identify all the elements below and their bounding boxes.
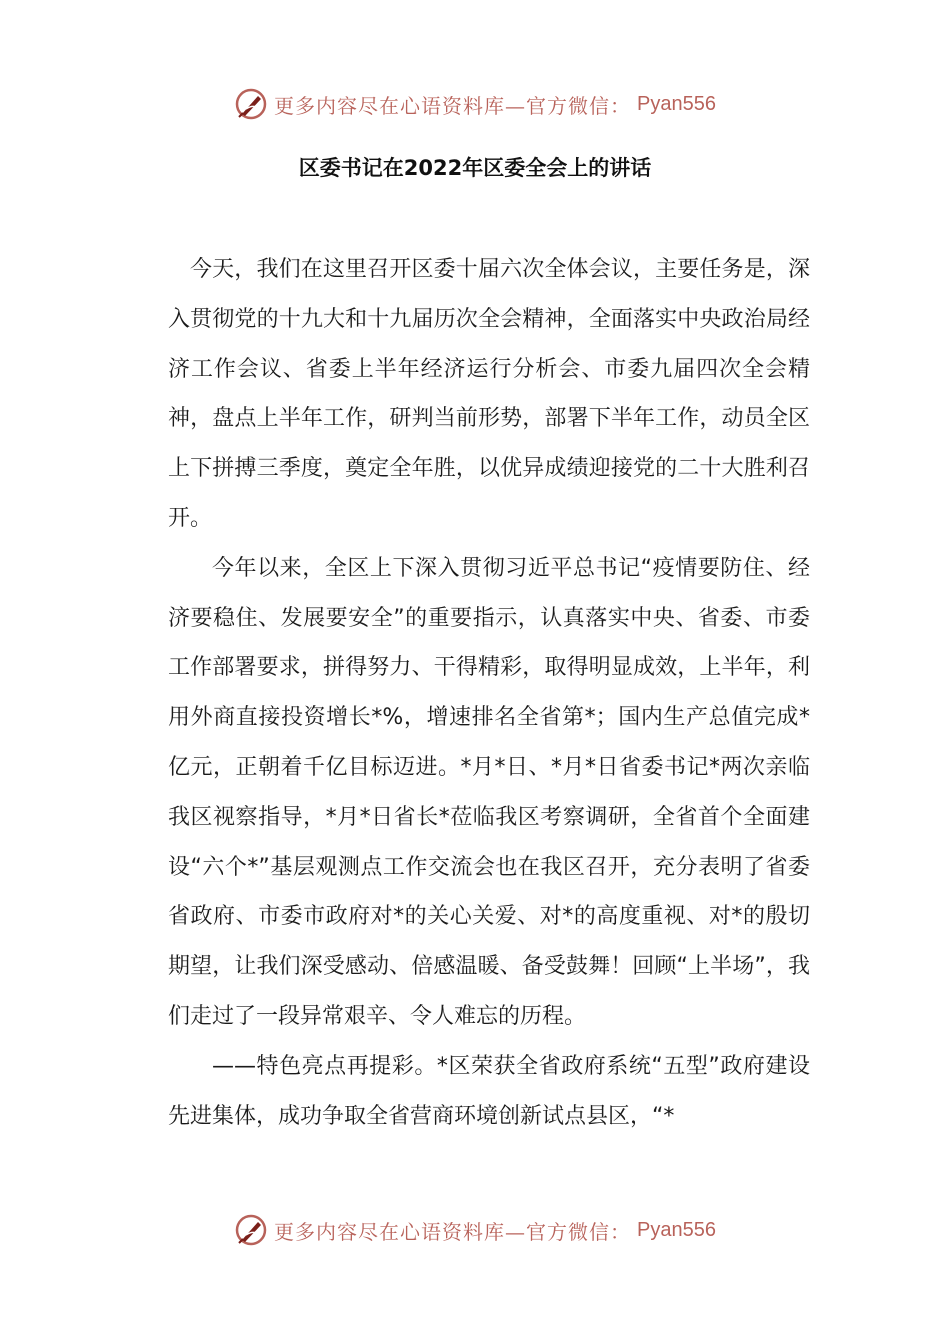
watermark-wechat-id: Pyan556 [637,1218,716,1241]
document-body [168,245,810,1141]
watermark-text: 更多内容尽在心语资料库—官方微信： [274,93,632,118]
watermark-banner-bottom [0,1210,950,1250]
paragraph-2: 今年以来，全区上下深入贯彻习近平总书记“疫情要防住、经济要稳住、发展要安全”的重要指示，认真落实中央、省委、市委工作部署要求，拼得努力、干得精彩，取得明显成效，上半年，利用外商直接投资增长*%，增速排名全省第*；国内生产总值完成*亿元，正朝着千亿目标迈进。*月*日、*月*日省委书记*两次亲临我区视察指导，*月*日省长*莅临我区考察调研，全省首个全面建设“六个*”基层观测点工作交流会也在我区召开，充分表明了省委省政府、市委市政府对*的关心关爱、对*的高度重视、对*的殷切期望，让我们深受感动、倍感温暖、备受鼓舞！回顾“上半场”，我们走过了一段异常艰辛、令人难忘的历程。 [168,555,811,1029]
paragraph-1: 今天，我们在这里召开区委十届六次全体会议，主要任务是，深入贯彻党的十九大和十九届历次全会精神，全面落实中央政治局经济工作会议、省委上半年经济运行分析会、市委九届四次全会精神，盘点上半年工作，研判当前形势，部署下半年工作，动员全区上下拼搏三季度，奠定全年胜，以优异成绩迎接党的二十大胜利召开。 [168,257,810,531]
watermark-banner-top [0,84,950,124]
quill-logo-icon [234,1213,268,1247]
quill-logo-icon [234,87,268,121]
watermark-text: 更多内容尽在心语资料库—官方微信： [274,1219,632,1244]
document-title: 区委书记在2022年区委全会上的讲话 [298,156,652,180]
paragraph-3: ——特色亮点再提彩。*区荣获全省政府系统“五型”政府建设先进集体，成功争取全省营商环境创新试点县区，“* [168,1053,810,1129]
watermark-wechat-id: Pyan556 [637,92,716,115]
